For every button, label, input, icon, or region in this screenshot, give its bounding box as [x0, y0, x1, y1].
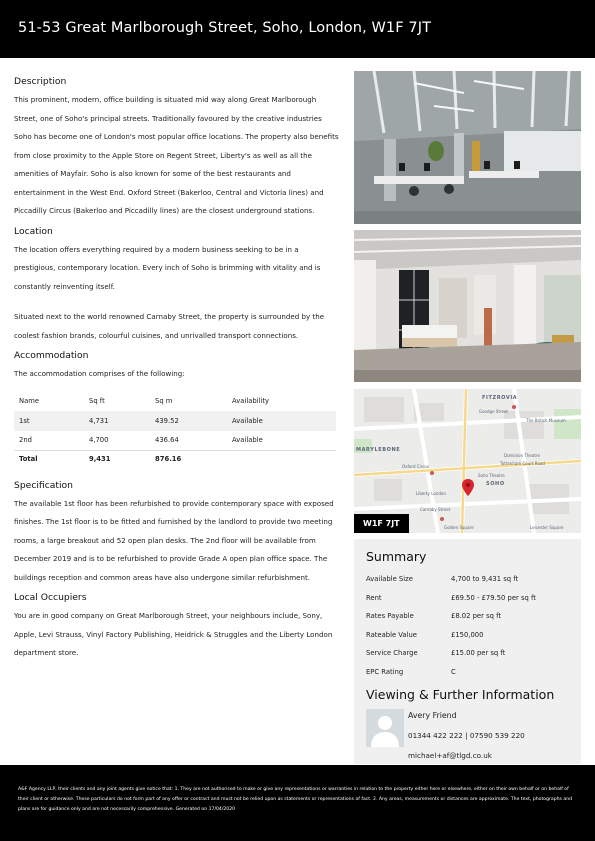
- avatar: [366, 709, 404, 747]
- contact-details: [408, 707, 525, 767]
- table-row: [14, 411, 336, 431]
- summary-row: [366, 644, 569, 663]
- map-label-carnaby-street: Carnaby Street: [420, 507, 451, 512]
- summary-row: [366, 607, 569, 626]
- summary-value: £8.02 per sq ft: [451, 612, 502, 621]
- summary-row: [366, 626, 569, 645]
- specification-text: The available 1st floor has been refurbished to provide contemporary space with exposed finishes. The 1st floor is to be fitted and furnished by the landlord to provide two meeting rooms, a large breakout and 52 open plan desks. The 2nd floor will be available from December 2019 and is to be refurbished to provide Grade A open plan office space. The buildings reception and common areas have also undergone similar refurbishment.: [14, 498, 334, 582]
- person-placeholder-icon: [366, 709, 404, 747]
- property-address-title: 51-53 Great Marlborough Street, Soho, London, W1F 7JT: [18, 20, 432, 36]
- accommodation-title: Accommodation: [14, 350, 89, 361]
- agent-phone-link[interactable]: 01344 422 222 | 07590 539 220: [408, 731, 525, 740]
- location-title: Location: [14, 225, 53, 237]
- table-cell: 2nd: [19, 436, 32, 445]
- table-cell: 4,700: [89, 436, 109, 445]
- map-label-marylebone: MARYLEBONE: [356, 447, 401, 453]
- summary-label: Rent: [366, 593, 382, 602]
- map-label-liberty-london: Liberty London: [416, 491, 446, 496]
- summary-label: Service Charge: [366, 649, 418, 658]
- office-photo-open-plan: [354, 71, 581, 224]
- viewing-title: Viewing & Further Information: [366, 687, 555, 702]
- specification-title: Specification: [14, 479, 73, 491]
- occupiers-text: You are in good company on Great Marlborough Street, your neighbours include, Sony, Apple, Levi Strauss, Vinyl Factory Publishing, Heidrick & Struggles and the Liberty London department store.: [14, 611, 333, 657]
- summary-value: £69.50 - £79.50 per sq ft: [451, 593, 536, 602]
- map-label-soho: SOHO: [486, 481, 505, 487]
- description-title: Description: [14, 76, 67, 87]
- column-header: Availability: [232, 396, 270, 405]
- table-cell: 436.64: [155, 436, 179, 445]
- map-label-fitzrovia: FITZROVIA: [482, 395, 518, 401]
- table-cell: [227, 451, 336, 467]
- map-label-soho-theatre: Soho Theatre: [478, 473, 505, 478]
- map-label-leicester-square: Leicester Square: [530, 525, 564, 530]
- summary-value: £150,000: [451, 630, 484, 639]
- location-text-1: The location offers everything required by a modern business seeking to be in a prestigious, contemporary location. Every inch of Soho is brimming with vitality and is constantly reinventing itself.: [14, 244, 321, 291]
- summary-label: Rates Payable: [366, 612, 414, 621]
- table-cell: 4,731: [84, 411, 150, 431]
- occupiers-title: Local Occupiers: [14, 592, 87, 603]
- map-label-british-museum: The British Museum: [526, 418, 566, 423]
- map-label-dominion-theatre: Dominion Theatre: [504, 453, 540, 458]
- agent-name: Avery Friend: [408, 711, 457, 720]
- table-cell: Available: [227, 411, 336, 431]
- summary-panel: [354, 539, 581, 764]
- table-cell: 876.16: [150, 451, 227, 467]
- summary-value: 4,700 to 9,431 sq ft: [451, 575, 519, 584]
- map-label-goodge-street: Goodge Street: [479, 409, 508, 414]
- map-postcode-tag: W1F 7JT: [354, 514, 409, 533]
- summary-label: Available Size: [366, 575, 413, 584]
- map-label-tottenham-court-road: Tottenham Court Road: [500, 461, 545, 466]
- left-column: [14, 76, 340, 663]
- page-header: [0, 0, 595, 58]
- column-header: Name: [19, 396, 40, 405]
- summary-label: Rateable Value: [366, 630, 417, 639]
- summary-row: [366, 663, 569, 682]
- location-text-2: Situated next to the world renowned Carnaby Street, the property is surrounded by the coolest fashion brands, colourful cuisines, and unrivalled transport connections.: [14, 312, 325, 340]
- summary-label: EPC Rating: [366, 667, 404, 676]
- office-photo-reception: [354, 230, 581, 382]
- summary-value: £15.00 per sq ft: [451, 649, 506, 658]
- table-total-row: [14, 451, 336, 467]
- map-label-golden-square: Golden Square: [444, 525, 474, 530]
- table-header-row: [14, 391, 336, 411]
- disclaimer-footer: [0, 765, 595, 841]
- table-row: [14, 431, 336, 451]
- table-cell: Available: [232, 436, 263, 445]
- accommodation-table: [14, 391, 336, 467]
- location-map[interactable]: [354, 389, 581, 533]
- description-text: This prominent, modern, office building is situated mid way along Great Marlborough Street, one of Soho's principal streets. Traditionally favoured by the creative industries Soho has become one of London's most popular office locations. The property also benefits from close proximity to the Apple Store on Regent Street, Liberty's as well as all the amenities of Mayfair. Soho is also known for some of the best restaurants and entertainment in the West End. Oxford Street (Bakerloo, Central and Victoria lines) and Piccadilly Circus (Bakerloo and Piccadilly lines) are the closest underground stations.: [14, 95, 339, 215]
- table-cell: Total: [14, 451, 84, 467]
- disclaimer-text: A&F Agency LLP, their clients and any joint agents give notice that: 1. They are not authorised to make or give any representations or warranties in relation to the property either here or elsewhere, either on their own behalf or on behalf of their client or otherwise. These particulars do not form part of any offer or contract and must not be relied upon as statements or representations of fact. 2. Any areas, measurements or distances are approximate. The text, photographs and plans are for guidance only and are not necessarily comprehensive. Generated on 17/04/2020: [18, 787, 573, 812]
- table-cell: 1st: [14, 411, 84, 431]
- summary-title: Summary: [366, 549, 427, 564]
- summary-row: [366, 589, 569, 608]
- map-label-oxford-circus: Oxford Circus: [402, 464, 430, 469]
- summary-value: C: [451, 667, 456, 676]
- table-cell: 9,431: [84, 451, 150, 467]
- map-image: [354, 389, 581, 533]
- reception-photo-image: [354, 230, 581, 382]
- table-cell: 439.52: [150, 411, 227, 431]
- column-header: Sq ft: [89, 396, 105, 405]
- office-photo-image: [354, 71, 581, 224]
- summary-row: [366, 570, 569, 589]
- column-header: Sq m: [155, 396, 173, 405]
- agent-email-link[interactable]: michael+af@tlgd.co.uk: [408, 751, 492, 760]
- agent-contact: [366, 707, 569, 767]
- accommodation-intro: The accommodation comprises of the following:: [14, 369, 185, 378]
